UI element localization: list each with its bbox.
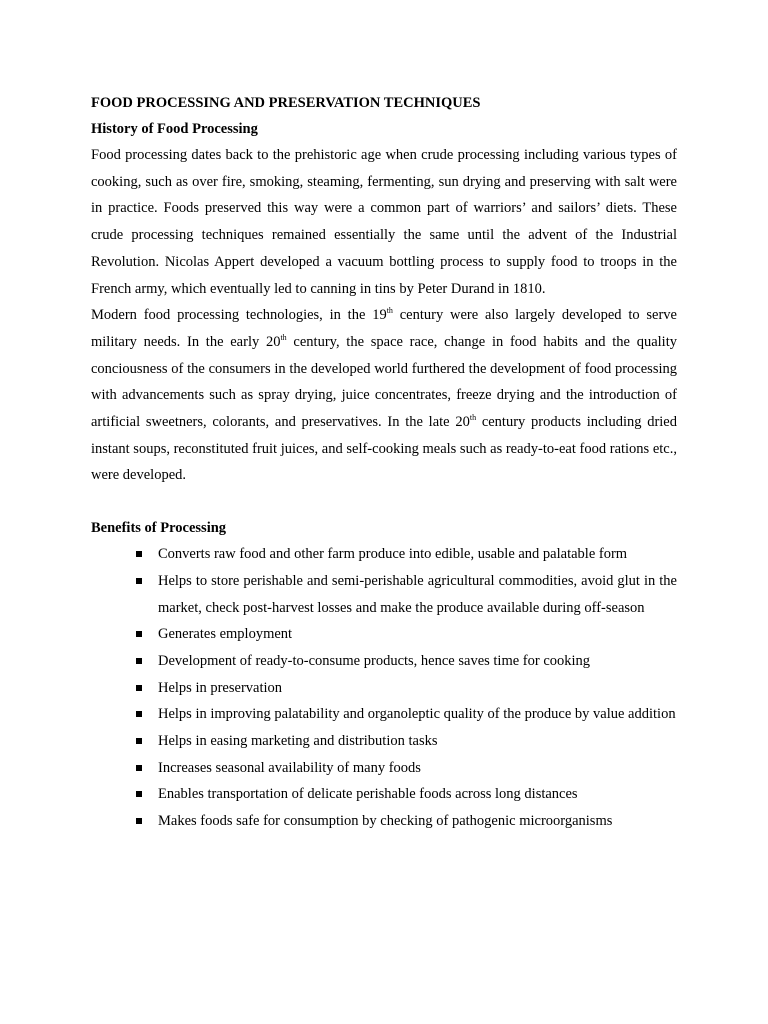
modern-text-part4: century products including dried instant soups, reconstituted fruit juices, and self-cooking meals such as ready-to-eat food rations etc., were developed. — [91, 414, 677, 484]
benefit-text: Enables transportation of delicate perishable foods across long distances — [158, 786, 578, 803]
list-item — [158, 808, 677, 835]
benefit-text: Helps in easing marketing and distribution tasks — [158, 733, 438, 750]
benefit-text: Helps in preservation — [158, 679, 283, 696]
section-spacer — [91, 489, 677, 515]
benefits-list — [91, 541, 677, 835]
square-bullet-icon — [136, 765, 142, 771]
list-item — [158, 755, 677, 782]
modern-text-part1: Modern food processing technologies, in the 19 — [91, 307, 387, 324]
square-bullet-icon — [136, 738, 142, 744]
document-title: FOOD PROCESSING AND PRESERVATION TECHNIQUES — [91, 95, 481, 111]
ordinal-suffix: th — [469, 413, 477, 423]
benefit-text: Generates employment — [158, 626, 293, 643]
modern-text-part2: century were also largely developed to serve military needs. In the early 20 — [91, 307, 677, 350]
modern-paragraph — [91, 302, 677, 489]
benefit-text: Makes foods safe for consumption by checking of pathogenic microorganisms — [158, 813, 613, 830]
square-bullet-icon — [136, 631, 142, 637]
ordinal-suffix: th — [280, 333, 287, 343]
list-item — [158, 568, 677, 621]
benefit-text: Converts raw food and other farm produce into edible, usable and palatable form — [158, 546, 628, 563]
list-item — [158, 701, 677, 728]
history-heading: History of Food Processing — [91, 121, 258, 137]
ordinal-suffix: th — [386, 306, 393, 316]
square-bullet-icon — [136, 658, 142, 664]
benefit-text: Helps in improving palatability and organoleptic quality of the produce by value addition — [158, 706, 676, 723]
list-item — [158, 781, 677, 808]
square-bullet-icon — [136, 818, 142, 824]
benefits-heading: Benefits of Processing — [91, 520, 227, 537]
list-item — [158, 541, 677, 568]
square-bullet-icon — [136, 791, 142, 797]
list-item — [158, 648, 677, 675]
modern-text-part3: century, the space race, change in food habits and the quality conciousness of the consumers in the developed world furthered the development of food processing with advancements such as spray drying, juice concentrates, freeze drying and the introduction of artificial sweetners, colorants, and preservatives. In the late 20 — [91, 333, 677, 431]
history-paragraph: Food processing dates back to the prehistoric age when crude processing including various types of cooking, such as over fire, smoking, steaming, fermenting, sun drying and preserving with salt were in practice. Foods preserved this way were a common part of warriors’ and sailors’ diets. These crude processing techniques remained essentially the same until the advent of the Industrial Revolution. Nicolas Appert developed a vacuum bottling process to supply food to troops in the French army, which eventually led to canning in tins by Peter Durand in 1810. — [91, 147, 677, 297]
square-bullet-icon — [136, 685, 142, 691]
benefit-text: Increases seasonal availability of many foods — [158, 759, 421, 776]
square-bullet-icon — [136, 551, 142, 557]
list-item — [158, 728, 677, 755]
list-item — [158, 621, 677, 648]
list-item — [158, 675, 677, 702]
benefit-text: Helps to store perishable and semi-perishable agricultural commodities, avoid glut in the market, check post-harvest losses and make the produce available during off-season — [158, 572, 677, 616]
square-bullet-icon — [136, 578, 142, 584]
document-page — [91, 90, 677, 835]
square-bullet-icon — [136, 711, 142, 717]
benefit-text: Development of ready-to-consume products, hence saves time for cooking — [158, 652, 591, 669]
